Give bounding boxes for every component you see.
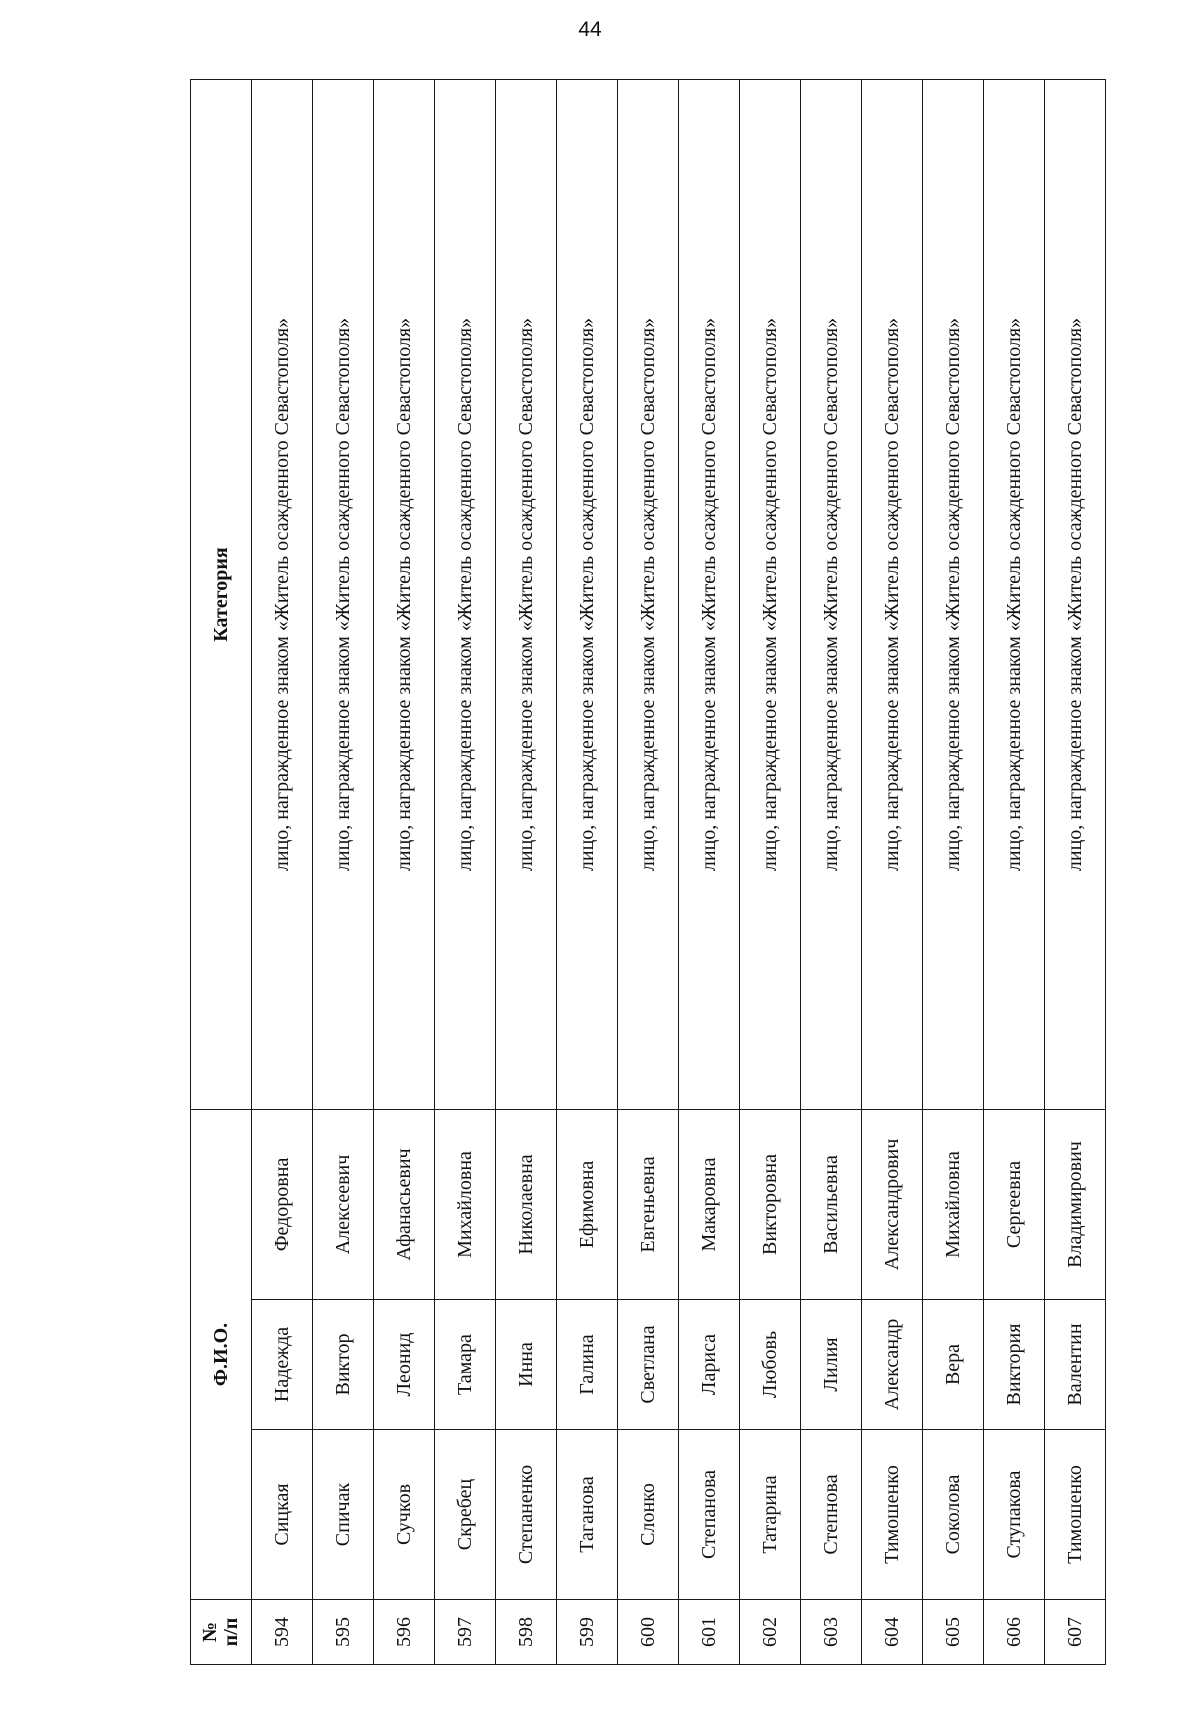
category: лицо, награжденное знаком «Житель осажденного Севастополя» (801, 79, 862, 1109)
header-fio: Ф.И.О. (191, 1109, 252, 1599)
category: лицо, награжденное знаком «Житель осажденного Севастополя» (496, 79, 557, 1109)
patronymic: Васильевна (801, 1109, 862, 1299)
last-name: Степанова (679, 1430, 740, 1600)
category: лицо, награжденное знаком «Житель осажденного Севастополя» (862, 79, 923, 1109)
first-name: Лилия (801, 1300, 862, 1430)
header-number-sign: № (199, 1621, 221, 1643)
patronymic: Алексеевич (313, 1109, 374, 1299)
first-name: Галина (557, 1300, 618, 1430)
row-number: 594 (252, 1600, 313, 1665)
patronymic: Ефимовна (557, 1109, 618, 1299)
patronymic: Владимирович (1045, 1109, 1106, 1299)
table-row (1045, 79, 1106, 1664)
first-name: Леонид (374, 1300, 435, 1430)
table-row (801, 79, 862, 1664)
first-name: Вера (923, 1300, 984, 1430)
category: лицо, награжденное знаком «Житель осажденного Севастополя» (923, 79, 984, 1109)
first-name: Виктория (984, 1300, 1045, 1430)
rotated-table-container (190, 80, 1106, 1665)
table-row (496, 79, 557, 1664)
patronymic: Сергеевна (984, 1109, 1045, 1299)
category: лицо, награжденное знаком «Житель осажденного Севастополя» (252, 79, 313, 1109)
category: лицо, награжденное знаком «Житель осажденного Севастополя» (679, 79, 740, 1109)
first-name: Александр (862, 1300, 923, 1430)
table-row (252, 79, 313, 1664)
patronymic: Михайловна (435, 1109, 496, 1299)
row-number: 595 (313, 1600, 374, 1665)
row-number: 607 (1045, 1600, 1106, 1665)
last-name: Таганова (557, 1430, 618, 1600)
first-name: Инна (496, 1300, 557, 1430)
row-number: 597 (435, 1600, 496, 1665)
header-number-pp: п/п (220, 1617, 242, 1647)
table-body (252, 79, 1106, 1664)
header-category: Категория (191, 79, 252, 1109)
patronymic: Евгеньевна (618, 1109, 679, 1299)
last-name: Тимошенко (1045, 1430, 1106, 1600)
table-row (740, 79, 801, 1664)
table-row (923, 79, 984, 1664)
table-row (557, 79, 618, 1664)
category: лицо, награжденное знаком «Житель осажденного Севастополя» (740, 79, 801, 1109)
last-name: Тимошенко (862, 1430, 923, 1600)
category: лицо, награжденное знаком «Житель осажденного Севастополя» (984, 79, 1045, 1109)
category: лицо, награжденное знаком «Житель осажденного Севастополя» (618, 79, 679, 1109)
table-row (374, 79, 435, 1664)
registry-table (190, 79, 1106, 1665)
row-number: 603 (801, 1600, 862, 1665)
row-number: 605 (923, 1600, 984, 1665)
last-name: Скребец (435, 1430, 496, 1600)
category: лицо, награжденное знаком «Житель осажденного Севастополя» (374, 79, 435, 1109)
category: лицо, награжденное знаком «Житель осажденного Севастополя» (1045, 79, 1106, 1109)
page-number: 44 (578, 18, 602, 41)
patronymic: Макаровна (679, 1109, 740, 1299)
last-name: Ступакова (984, 1430, 1045, 1600)
first-name: Лариса (679, 1300, 740, 1430)
row-number: 596 (374, 1600, 435, 1665)
patronymic: Николаевна (496, 1109, 557, 1299)
table-row (435, 79, 496, 1664)
last-name: Степаненко (496, 1430, 557, 1600)
row-number: 601 (679, 1600, 740, 1665)
last-name: Спичак (313, 1430, 374, 1600)
table-row (984, 79, 1045, 1664)
first-name: Валентин (1045, 1300, 1106, 1430)
last-name: Соколова (923, 1430, 984, 1600)
category: лицо, награжденное знаком «Житель осажденного Севастополя» (557, 79, 618, 1109)
patronymic: Михайловна (923, 1109, 984, 1299)
first-name: Любовь (740, 1300, 801, 1430)
patronymic: Афанасьевич (374, 1109, 435, 1299)
first-name: Тамара (435, 1300, 496, 1430)
row-number: 606 (984, 1600, 1045, 1665)
last-name: Сучков (374, 1430, 435, 1600)
table-header-row (191, 79, 252, 1664)
patronymic: Александрович (862, 1109, 923, 1299)
row-number: 604 (862, 1600, 923, 1665)
category: лицо, награжденное знаком «Житель осажденного Севастополя» (435, 79, 496, 1109)
row-number: 598 (496, 1600, 557, 1665)
patronymic: Федоровна (252, 1109, 313, 1299)
table-row (679, 79, 740, 1664)
first-name: Виктор (313, 1300, 374, 1430)
last-name: Слонко (618, 1430, 679, 1600)
category: лицо, награжденное знаком «Житель осажденного Севастополя» (313, 79, 374, 1109)
row-number: 602 (740, 1600, 801, 1665)
patronymic: Викторовна (740, 1109, 801, 1299)
header-number (191, 1600, 252, 1665)
first-name: Светлана (618, 1300, 679, 1430)
table-row (313, 79, 374, 1664)
row-number: 599 (557, 1600, 618, 1665)
first-name: Надежда (252, 1300, 313, 1430)
last-name: Татарина (740, 1430, 801, 1600)
table-row (618, 79, 679, 1664)
last-name: Сицкая (252, 1430, 313, 1600)
last-name: Степнова (801, 1430, 862, 1600)
row-number: 600 (618, 1600, 679, 1665)
table-row (862, 79, 923, 1664)
